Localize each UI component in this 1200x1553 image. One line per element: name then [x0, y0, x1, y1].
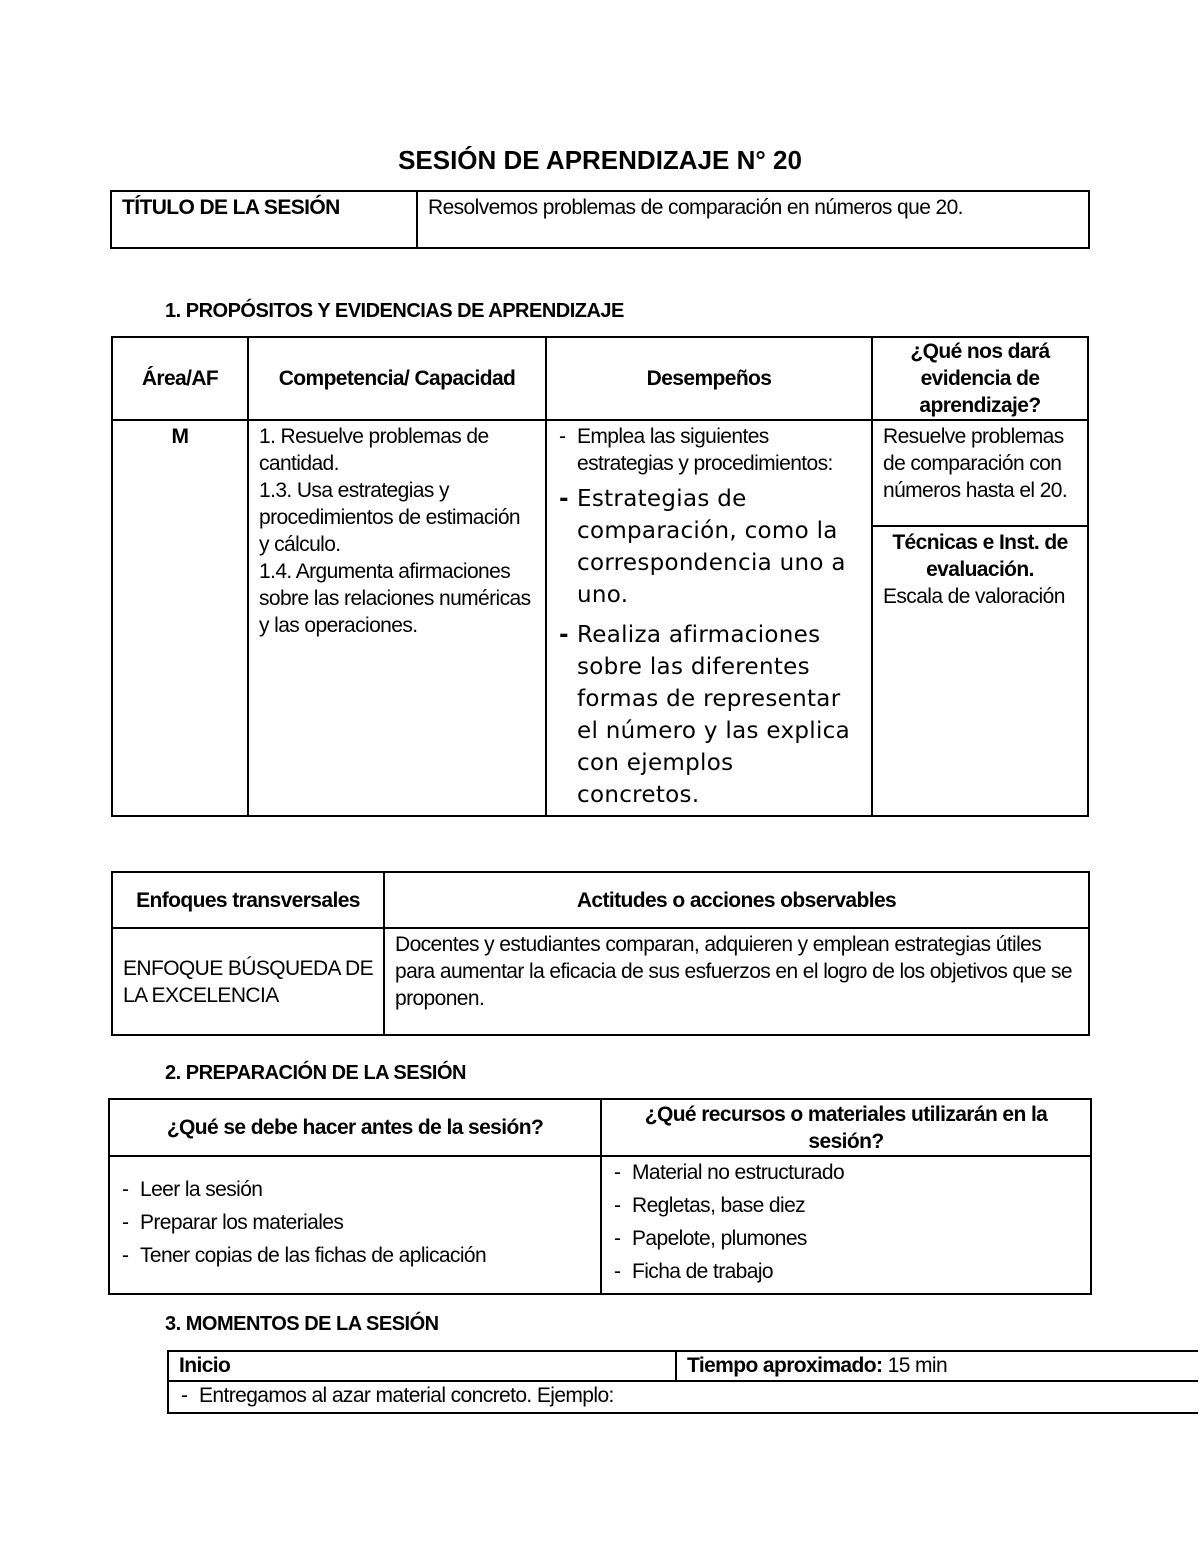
- actitud-value: Docentes y estudiantes comparan, adquieren y emplean estrategias útiles para aumentar la eficacia de sus esfuerzos en el logro de los objetivos que se proponen.: [384, 928, 1089, 1035]
- area-value: M: [112, 420, 248, 816]
- header-competencia: Competencia/ Capacidad: [248, 337, 546, 420]
- desempeno-item: - Realiza afirmaciones sobre las diferentes formas de representar el número y las explica con ejemplos concretos.: [557, 619, 861, 811]
- inicio-item: - Entregamos al azar material concreto. Ejemplo:: [179, 1382, 1188, 1409]
- enfoques-table: [111, 871, 1090, 1036]
- purposes-table: [111, 336, 1089, 817]
- recurso-item: - Material no estructurado: [612, 1159, 1080, 1186]
- document-title: SESIÓN DE APRENDIZAJE N° 20: [398, 145, 802, 175]
- enfoque-value: ENFOQUE BÚSQUEDA DE LA EXCELENCIA: [112, 928, 384, 1035]
- section-1-heading: 1. PROPÓSITOS Y EVIDENCIAS DE APRENDIZAJE: [165, 300, 624, 322]
- desempenos-intro: - Emplea las siguientes estrategias y procedimientos:: [557, 423, 861, 477]
- recurso-item: - Papelote, plumones: [612, 1225, 1080, 1252]
- antes-item: - Leer la sesión: [120, 1176, 590, 1203]
- inicio-label: Inicio: [168, 1351, 676, 1381]
- section-3-heading: 3. MOMENTOS DE LA SESIÓN: [165, 1313, 439, 1335]
- header-area: Área/AF: [112, 337, 248, 420]
- tiempo-cell: [676, 1351, 1198, 1381]
- evidencia-value: Resuelve problemas de comparación con números hasta el 20.: [872, 420, 1088, 526]
- tecnicas-cell: [872, 526, 1088, 816]
- tiempo-value: 15 min: [887, 1354, 948, 1377]
- competencia-item: 1. Resuelve problemas de cantidad.: [259, 425, 489, 475]
- actitudes-header: Actitudes o acciones observables: [384, 872, 1089, 928]
- recurso-item: - Regletas, base diez: [612, 1192, 1080, 1219]
- header-evidencia: ¿Qué nos dará evidencia de aprendizaje?: [872, 337, 1088, 420]
- session-title-label: TÍTULO DE LA SESIÓN: [111, 191, 417, 248]
- competencia-item: 1.3. Usa estrategias y procedimientos de estimación y cálculo.: [259, 479, 521, 556]
- antes-header: ¿Qué se debe hacer antes de la sesión?: [109, 1099, 601, 1156]
- antes-item: - Preparar los materiales: [120, 1209, 590, 1236]
- tecnicas-label: Técnicas e Inst. de evaluación.: [892, 531, 1068, 581]
- antes-item: - Tener copias de las fichas de aplicación: [120, 1242, 590, 1269]
- antes-cell: [109, 1156, 601, 1294]
- desempenos-intro-list: [557, 423, 861, 477]
- tiempo-label: Tiempo aproximado:: [687, 1354, 883, 1377]
- preparation-table: [108, 1098, 1092, 1295]
- desempenos-list: [557, 483, 861, 811]
- recursos-list: [612, 1159, 1080, 1285]
- section-2-heading: 2. PREPARACIÓN DE LA SESIÓN: [165, 1062, 466, 1084]
- header-desempenos: Desempeños: [546, 337, 872, 420]
- recursos-cell: [601, 1156, 1091, 1294]
- inicio-content: [168, 1381, 1198, 1413]
- competencia-item: 1.4. Argumenta afirmaciones sobre las relaciones numéricas y las operaciones.: [259, 560, 531, 637]
- inicio-list: [179, 1382, 1188, 1409]
- tecnicas-value: Escala de valoración: [883, 585, 1065, 608]
- recursos-header: ¿Qué recursos o materiales utilizarán en la sesión?: [601, 1099, 1091, 1156]
- enfoques-header: Enfoques transversales: [112, 872, 384, 928]
- antes-list: [120, 1176, 590, 1269]
- session-title-table: [110, 190, 1090, 249]
- competencia-cell: [248, 420, 546, 816]
- desempeno-item: - Estrategias de comparación, como la correspondencia uno a uno.: [557, 483, 861, 611]
- desempenos-cell: [546, 420, 872, 816]
- moments-table: [167, 1350, 1198, 1414]
- recurso-item: - Ficha de trabajo: [612, 1258, 1080, 1285]
- session-title-value: Resolvemos problemas de comparación en números que 20.: [417, 191, 1089, 248]
